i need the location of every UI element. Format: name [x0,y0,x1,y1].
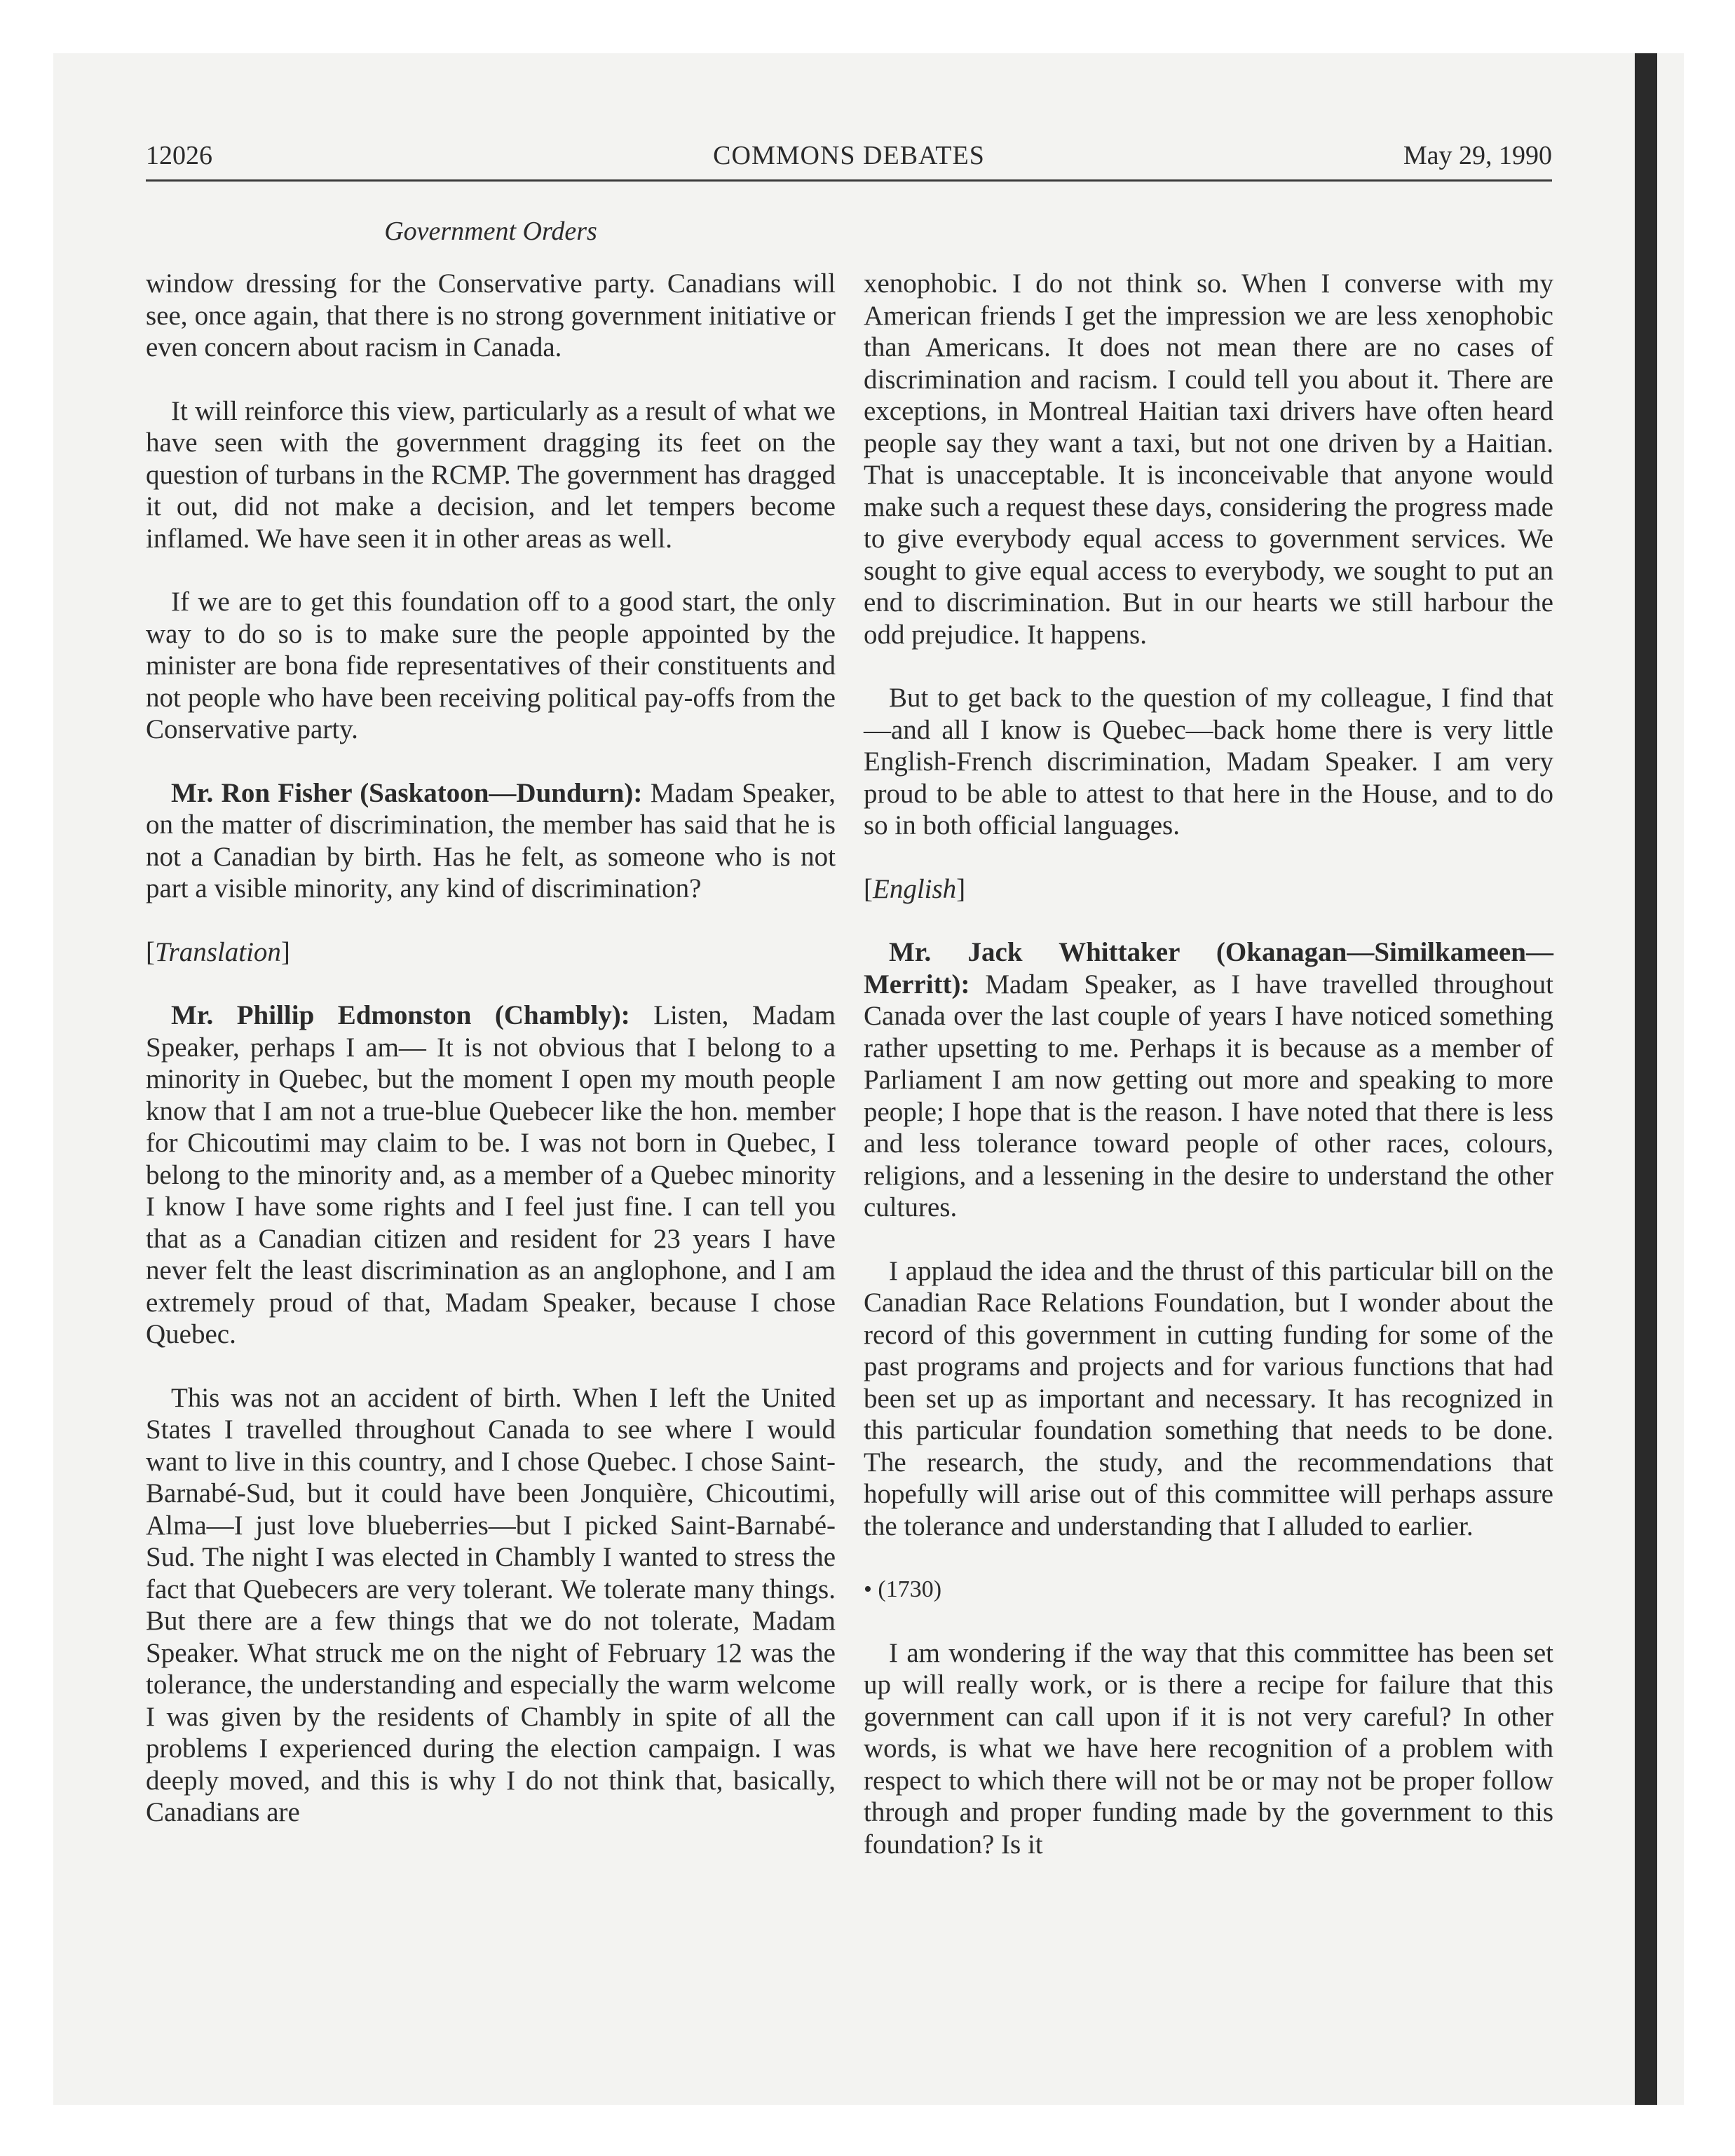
paragraph: It will reinforce this view, particularly as a result of what we have seen with the government dragging its feet on the question of turbans in the RCMP. The government has dragged it out, did not make a decision, and let tempers become inflamed. We have seen it in other areas as well. [146,395,836,554]
paragraph: xenophobic. I do not think so. When I converse with my American friends I get the impression we are less xenophobic than Americans. It does not mean there are no cases of discrimination and racism. I could tell you about it. There are exceptions, in Montreal Haitian taxi drivers have often heard people say they want a taxi, but not one driven by a Haitian. That is unacceptable. It is inconceivable that anyone would make such a request these days, considering the progress made to give everybody equal access to government services. We sought to give equal access to everybody, we sought to put an end to discrimination. But in our hearts we still harbour the odd prejudice. It happens. [864,268,1553,650]
speaker-name: Mr. Phillip Edmonston (Chambly): [171,1000,630,1030]
language-label: English [873,873,957,904]
header-rule [146,179,1552,182]
publication-title: COMMONS DEBATES [713,141,985,170]
speaker-name: Mr. Jack Whittaker (Okanagan—Similkameen—Merritt): [864,937,1553,999]
speech-fisher [146,777,836,905]
paragraph: I applaud the idea and the thrust of this particular bill on the Canadian Race Relations Foundation, but I wonder about the record of this government in cutting funding for some of the past programs and projects and for various functions that had been set up as important and necessary. It has recognized in this particular foundation something that needs to be done. The research, the study, and the recommendations that hopefully will arise out of this committee will perhaps assure the tolerance and understanding that I alluded to earlier. [864,1255,1553,1541]
timestamp: • (1730) [864,1576,942,1602]
speech-whittaker [864,936,1553,1224]
speech-text: Madam Speaker, on the matter of discrimination, the member has said that he is not a Canadian by birth. Has he felt, as someone who is not part a visible minority, any kind of discrimination? [146,777,836,903]
left-column [146,268,836,1860]
scan-edge-bar [1635,53,1657,2105]
paragraph: If we are to get this foundation off to a good start, the only way to do so is to make sure the people appointed by the minister are bona fide representatives of their constituents and not people who have been receiving political pay-offs from the Conservative party. [146,587,836,744]
publication-date: May 29, 1990 [1403,141,1552,170]
page-number: 12026 [146,141,212,170]
speech-text: Madam Speaker, as I have travelled throughout Canada over the last couple of years I have noticed something rather upsetting to me. Perhaps it is because as a member of Parliament I am now getting out more and speaking to more people; I hope that is the reason. I have noted that there is less and less tolerance toward people of other races, colours, religions, and a lessening in the desire to understand the other cultures. [864,969,1554,1222]
paragraph: But to get back to the question of my colleague, I find that —and all I know is Quebec—back home there is very little English-French discrimination, Madam Speaker. I am very proud to be able to attest to that here in the House, and to do so in both official languages. [864,683,1553,840]
translation-marker: [Translation] [146,936,290,967]
speech-text: Listen, Madam Speaker, perhaps I am— It is not obvious that I belong to a minority in Quebec, but the moment I open my mouth people know that I am not a true-blue Quebecer like the hon. member for Chicoutimi may claim to be. I was not born in Quebec, I belong to the minority and, as a member of a Quebec minority I know I have some rights and I feel just fine. I can tell you that as a Canadian citizen and resident for 23 years I have never felt the least discrimination as an anglophone, and I am extremely proud of that, Madam Speaker, because I chose Quebec. [146,1000,836,1349]
translation-label: Translation [155,936,281,967]
paragraph: This was not an accident of birth. When I left the United States I travelled throughout Canada to see where I would want to live in this country, and I chose Quebec. I chose Saint-Barnabé-Sud, but it could have been Jonquière, Chicoutimi, Alma—I just love blueberries—but I picked Saint-Barnabé-Sud. The night I was elected in Chambly I wanted to stress the fact that Quebecers are very tolerant. We tolerate many things. But there are a few things that we do not tolerate, Madam Speaker. What struck me on the night of February 12 was the tolerance, the understanding and especially the warm welcome I was given by the residents of Chambly in spite of all the problems I experienced during the election campaign. I was deeply moved, and this is why I do not think that, basically, Canadians are [146,1382,836,1827]
paragraph: window dressing for the Conservative party. Canadians will see, once again, that there is no strong government initiative or even concern about racism in Canada. [146,268,836,362]
language-marker: [English] [864,873,966,904]
speech-edmonston [146,999,836,1351]
page-header [146,140,1552,184]
section-title: Government Orders [384,217,597,246]
speaker-name: Mr. Ron Fisher (Saskatoon—Dundurn): [171,777,643,808]
paragraph: I am wondering if the way that this committee has been set up will really work, or is there a recipe for failure that this government can call upon if it is not very careful? In other words, is what we have here recognition of a problem with respect to which there will not be or may not be proper follow through and proper funding made by the government to this foundation? Is it [864,1637,1553,1860]
right-column [864,268,1553,1892]
